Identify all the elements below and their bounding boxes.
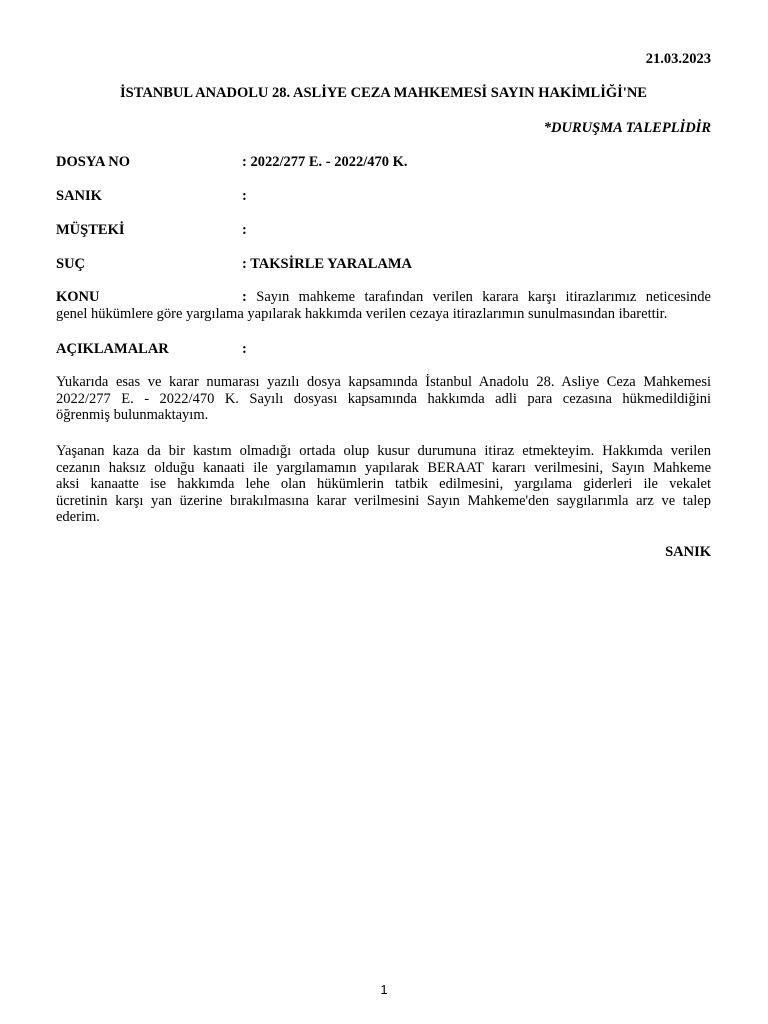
field-value: : 2022/277 E. - 2022/470 K. bbox=[242, 154, 408, 170]
field-value: : bbox=[242, 222, 247, 238]
field-value: : bbox=[242, 188, 247, 204]
paragraph-line: 2022/277 E. - 2022/470 K. Sayılı dosyası kapsamında hakkımda adli para cezasına hükmedildiğini bbox=[56, 390, 711, 407]
konu-text-line: genel hükümlere göre yargılama yapılarak hakkımda verilen cezaya itirazlarımın sunulmasından ibarettir. bbox=[56, 305, 668, 322]
paragraph-line: aksi kanaatte ise hakkımda lehe olan hükümlerin tatbik edilmesini, yargılama giderleri ile vekalet bbox=[56, 476, 711, 492]
paragraph-line: ücretinin karşı yan üzerine bırakılmasına karar verilmesini Sayın Mahkeme'den saygılarımla arz ve talep bbox=[56, 492, 711, 509]
field-value: : bbox=[242, 341, 247, 357]
field-label: DOSYA NO bbox=[56, 154, 131, 170]
field-label: SUÇ bbox=[56, 256, 86, 272]
document-date: 21.03.2023 bbox=[645, 51, 711, 67]
field-label: SANIK bbox=[56, 188, 102, 204]
paragraph-line: ederim. bbox=[56, 509, 100, 525]
document-page bbox=[56, 0, 711, 1024]
paragraph-line: Yukarıda esas ve karar numarası yazılı dosya kapsamında İstanbul Anadolu 28. Asliye Ceza Mahkemesi bbox=[56, 374, 711, 390]
field-colon: : bbox=[242, 289, 247, 305]
field-konu bbox=[56, 289, 711, 322]
court-title: İSTANBUL ANADOLU 28. ASLİYE CEZA MAHKEMESİ SAYIN HAKİMLİĞİ'NE bbox=[120, 85, 647, 101]
page-number: 1 bbox=[380, 982, 388, 997]
konu-text-line: Sayın mahkeme tarafından verilen karara karşı itirazlarımız neticesinde bbox=[256, 289, 711, 305]
field-label: KONU bbox=[56, 289, 100, 305]
paragraph-line: Yaşanan kaza da bir kastım olmadığı ortada olup kusur durumuna itiraz etmekteyim. Hakkımda verilen bbox=[56, 443, 711, 459]
paragraph-1 bbox=[56, 374, 711, 424]
hearing-request-note: *DURUŞMA TALEPLİDİR bbox=[543, 120, 711, 136]
signature-label: SANIK bbox=[665, 544, 711, 560]
field-label: AÇIKLAMALAR bbox=[56, 341, 169, 357]
paragraph-line: cezanın haksız olduğu kanaati ile yargılamamın yapılarak BERAAT kararı verilmesini, Sayın Mahkeme bbox=[56, 459, 711, 476]
field-label: MÜŞTEKİ bbox=[56, 222, 125, 238]
paragraph-line: öğrenmiş bulunmaktayım. bbox=[56, 407, 209, 423]
field-value: : TAKSİRLE YARALAMA bbox=[242, 256, 412, 272]
paragraph-2 bbox=[56, 443, 711, 526]
